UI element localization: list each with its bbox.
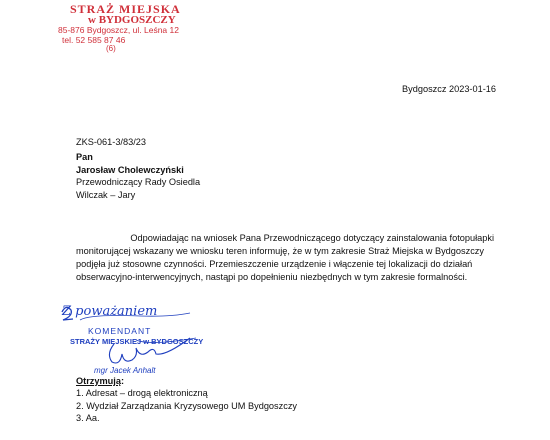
addressee-name: Jarosław Cholewczyński xyxy=(76,164,184,175)
addressee-salutation: Pan xyxy=(76,152,93,162)
stamp-address: 85-876 Bydgoszcz, ul. Leśna 12 xyxy=(58,25,179,35)
signature-org: STRAŻY MIEJSKIEJ w BYDGOSZCZY xyxy=(70,337,204,346)
stamp-line-2: w BYDGOSZCZY xyxy=(88,14,176,26)
body-line-2: monitorującej wskazany we wniosku teren informuję, że w tym zakresie Straż Miejska w Bydgoszczy xyxy=(76,246,484,256)
body-line-4: obserwacyjno-interwencyjnych, nastąpi po dopełnieniu niezbędnych w tym zakresie formalności. xyxy=(76,272,468,282)
recipient-item-2: 2. Wydział Zarządzania Kryzysowego UM Bydgoszczy xyxy=(76,400,298,411)
stamp-line-1: STRAŻ MIEJSKA xyxy=(70,2,181,16)
signature-scribble-icon xyxy=(40,300,240,378)
recipient-item-3: 3. Aa. xyxy=(76,412,100,423)
recipients-title-colon: : xyxy=(121,376,125,386)
reference-number: ZKS-061-3/83/23 xyxy=(76,137,146,147)
stamp-phone: tel. 52 585 87 46 xyxy=(62,35,126,45)
recipient-item-1: 1. Adresat – drogą elektroniczną xyxy=(76,388,208,399)
letter-body xyxy=(76,232,494,284)
recipients-block xyxy=(76,375,297,424)
addressee-block xyxy=(76,151,200,201)
addressee-role: Przewodniczący Rady Osiedla xyxy=(76,177,201,187)
recipients-title: Otrzymują xyxy=(76,376,121,386)
stamp-number: (6) xyxy=(106,44,116,53)
letter-date: Bydgoszcz 2023-01-16 xyxy=(402,84,496,94)
signature-title: KOMENDANT xyxy=(88,326,152,336)
signature-block xyxy=(40,300,240,378)
addressee-district: Wilczak – Jary xyxy=(76,189,136,200)
body-line-1: Odpowiadając na wniosek Pana Przewodniczącego dotyczący zainstalowania fotopułapki xyxy=(130,233,494,243)
handwritten-greeting: Z poważaniem xyxy=(62,304,158,319)
signature-name: mgr Jacek Anhalt xyxy=(94,366,156,375)
body-line-3: podjęła już stosowne czynności. Przemieszczenie urządzenie i włączenie tej lokalizacji do działań xyxy=(76,259,473,269)
